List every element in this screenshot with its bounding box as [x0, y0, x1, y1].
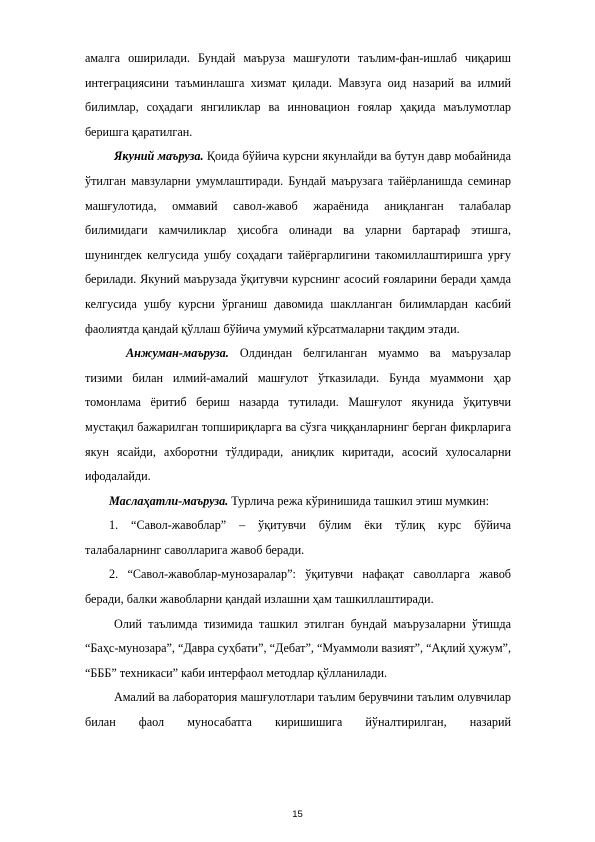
paragraph-practical-lab: [85, 685, 511, 734]
paragraph-text: Турлича режа кўринишида ташкил этиш мумкин:: [228, 493, 489, 508]
paragraph-heading: Маслаҳатли-маъруза.: [109, 493, 229, 508]
paragraph-consultation-lecture: [85, 489, 511, 514]
paragraph-higher-education: [85, 612, 511, 686]
paragraph-text: Олий таълимда тизимида ташкил этилган бундай маърузаларни ўтишда “Баҳс-мунозара”, “Давра суҳбати”, “Дебат”, “Муаммоли вазият”, “Ақлий ҳужум”, “БББ” техникаси” каби интерфаол методлар қўлланилади.: [85, 616, 511, 680]
document-page: [85, 46, 511, 735]
paragraph-conference-lecture: [85, 341, 511, 489]
paragraph-heading: Якуний маъруза.: [114, 149, 204, 164]
page-number: 15: [292, 809, 303, 820]
list-item-text: 2. “Савол-жавоблар-мунозаралар”: ўқитувчи нафақат саволларга жавоб беради, балки жавобларни қандай излашни ҳам ташкиллаштиради.: [85, 567, 511, 607]
paragraph-text: Амалий ва лаборатория машғулотлари таълим берувчини таълим олувчилар билан фаол муносабатга киришишига йўналтирилган, назарий: [85, 690, 511, 730]
paragraph-text: амалга оширилади. Бундай маъруза машғулоти таълим-фан-ишлаб чиқариш интеграциясини таъминлашга хизмат қилади. Мавзуга оид назарий ва илмий билимлар, соҳадаги янгиликлар ва инновацион ғоялар ҳақида маълумотлар беришга қаратилган.: [85, 51, 511, 139]
paragraph-intro-continuation: [85, 46, 511, 144]
list-item: [85, 562, 511, 611]
list-item: [85, 513, 511, 562]
list-item-text: 1. “Савол-жавоблар” – ўқитувчи бўлим ёки тўлиқ курс бўйича талабаларнинг саволларига жавоб беради.: [85, 518, 511, 557]
paragraph-text: Олдиндан белгиланган муаммо ва маърузалар тизими билан илмий-амалий машғулот ўтказилади. Бунда муаммони ҳар томонлама ёритиб бериш назарда тутилади. Машғулот якунида ўқитувчи мустақил бажарилган топшириқларга ва сўзга чиққанларнинг берган фикрларига якун ясайди, ахборотни тўлдиради, аниқлик киритади, асосий хулосаларни ифодалайди.: [85, 346, 511, 484]
paragraph-heading: Анжуман-маъруза.: [126, 346, 229, 361]
paragraph-final-lecture: [85, 144, 511, 341]
paragraph-text: Қоида бўйича курсни якунлайди ва бутун давр мобайнида ўтилган мавзуларни умумлаштиради. Бундай маърузага тайёрланишда семинар машғулотида, оммавий савол-жавоб жараёнида аниқланган талабалар билимидаги камчиликлар ҳисобга олинади ва уларни бартараф этишга, шунингдек келгусида ушбу соҳадаги тайёргарлигини такомиллаштиришга урғу берилади. Якуний маърузада ўқитувчи курснинг асосий ғояларини беради ҳамда келгусида ушбу курсни ўрганиш давомида шаклланган билимлардан касбий фаолиятда қандай қўллаш бўйича умумий кўрсатмаларни тақдим этади.: [85, 149, 512, 336]
